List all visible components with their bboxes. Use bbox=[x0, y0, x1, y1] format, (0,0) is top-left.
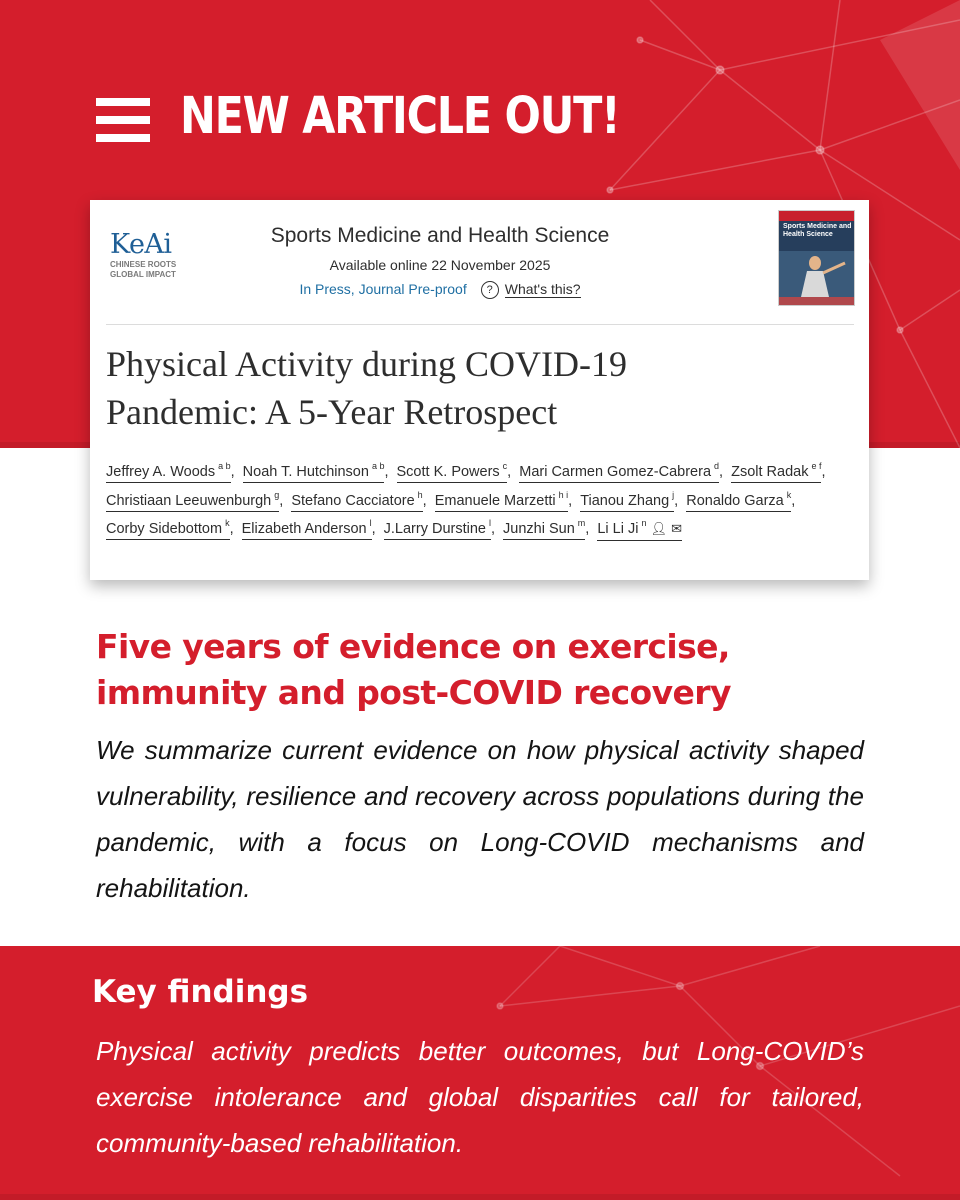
logo-tagline-2: GLOBAL IMPACT bbox=[110, 270, 176, 279]
tagline-line-2: immunity and post-COVID recovery bbox=[96, 673, 731, 712]
person-icon[interactable]: 👤︎ bbox=[650, 522, 667, 537]
author-name: Emanuele Marzetti bbox=[434, 492, 556, 509]
author-link[interactable] bbox=[397, 458, 508, 483]
author-link[interactable] bbox=[597, 515, 682, 541]
author-link[interactable] bbox=[242, 515, 372, 540]
author-affiliation: d bbox=[714, 461, 720, 471]
author-separator: , bbox=[585, 521, 590, 537]
author-affiliation: l bbox=[488, 518, 491, 528]
author-link[interactable] bbox=[519, 458, 719, 483]
author-separator: , bbox=[568, 492, 573, 509]
author-separator: , bbox=[490, 521, 496, 537]
author-name: Stefano Cacciatore bbox=[291, 492, 415, 509]
tagline bbox=[96, 624, 876, 716]
author-name: Scott K. Powers bbox=[396, 464, 500, 480]
author-link[interactable] bbox=[243, 458, 385, 483]
hamburger-menu-icon bbox=[96, 98, 150, 142]
author-name: Ronaldo Garza bbox=[686, 492, 784, 509]
author-name: Junzhi Sun bbox=[503, 521, 575, 537]
article-title-line-2: Pandemic: A 5-Year Retrospect bbox=[106, 392, 558, 432]
cover-title: Sports Medicine and Health Science bbox=[783, 223, 852, 238]
author-link[interactable] bbox=[435, 487, 568, 512]
author-affiliation: m bbox=[577, 518, 586, 528]
author-name: Zsolt Radak bbox=[731, 464, 809, 480]
available-online: Available online 22 November 2025 bbox=[329, 257, 551, 273]
logo-wordmark: KeAi bbox=[110, 229, 172, 260]
author-name: Noah T. Hutchinson bbox=[242, 464, 369, 480]
headline: NEW ARTICLE OUT! bbox=[180, 87, 620, 146]
author-affiliation: k bbox=[225, 518, 230, 528]
in-press-link[interactable]: In Press, Journal Pre-proof bbox=[299, 281, 467, 297]
author-separator: , bbox=[422, 492, 427, 509]
author-affiliation: l bbox=[369, 518, 372, 528]
author-separator: , bbox=[821, 464, 826, 480]
author-separator: , bbox=[229, 521, 234, 537]
author-separator: , bbox=[507, 464, 512, 480]
author-separator: , bbox=[674, 492, 679, 509]
author-affiliation: a b bbox=[371, 461, 385, 471]
author-affiliation: k bbox=[786, 489, 792, 500]
key-findings-text: Physical activity predicts better outcomes, but Long-COVID’s exercise intolerance and global disparities call for tailored, community-based rehabilitation. bbox=[96, 1036, 864, 1158]
author-name: Jeffrey A. Woods bbox=[106, 464, 216, 480]
author-name: Tianou Zhang bbox=[580, 492, 670, 509]
author-name: J.Larry Durstine bbox=[383, 521, 486, 537]
envelope-icon[interactable]: ✉ bbox=[667, 522, 683, 537]
journal-name[interactable]: Sports Medicine and Health Science bbox=[270, 224, 610, 247]
author-separator: , bbox=[371, 521, 376, 537]
article-title-line-1: Physical Activity during COVID-19 bbox=[106, 344, 627, 384]
author-affiliation: j bbox=[672, 489, 675, 500]
author-link[interactable] bbox=[106, 458, 231, 483]
author-affiliation: g bbox=[274, 489, 280, 500]
publisher-logo bbox=[110, 230, 200, 280]
author-name: Christiaan Leeuwenburgh bbox=[106, 492, 272, 509]
whats-this-link[interactable]: What's this? bbox=[504, 281, 581, 297]
author-name: Corby Sidebottom bbox=[106, 521, 223, 537]
author-name: Li Li Ji bbox=[597, 521, 639, 537]
journal-cover-thumbnail[interactable] bbox=[778, 210, 855, 306]
author-name: Mari Carmen Gomez-Cabrera bbox=[519, 464, 712, 480]
author-link[interactable] bbox=[580, 487, 674, 512]
question-circle-icon: ? bbox=[481, 281, 499, 299]
author-link[interactable] bbox=[106, 515, 230, 540]
author-link[interactable] bbox=[503, 515, 585, 540]
author-list bbox=[106, 458, 856, 544]
author-separator: , bbox=[230, 464, 235, 480]
author-link[interactable] bbox=[686, 487, 791, 512]
author-separator: , bbox=[384, 464, 389, 480]
divider bbox=[106, 324, 854, 325]
bottom-red-band bbox=[0, 946, 960, 1200]
author-affiliation: h i bbox=[558, 489, 569, 500]
author-separator: , bbox=[279, 492, 284, 509]
article-card[interactable] bbox=[90, 200, 869, 580]
key-findings-title: Key findings bbox=[92, 974, 309, 1010]
article-title[interactable] bbox=[106, 340, 826, 436]
author-affiliation: a b bbox=[218, 461, 231, 471]
logo-tagline-1: CHINESE ROOTS bbox=[110, 260, 177, 269]
author-affiliation: n bbox=[641, 518, 647, 528]
author-affiliation: e f bbox=[811, 461, 822, 471]
author-separator: , bbox=[791, 492, 796, 509]
author-link[interactable] bbox=[106, 487, 279, 512]
author-affiliation: h bbox=[417, 489, 423, 500]
summary-text: We summarize current evidence on how physical activity shaped vulnerability, resilience and recovery across populations during the pandemic, with a focus on Long-COVID mechanisms and rehabilitation. bbox=[96, 735, 864, 903]
author-link[interactable] bbox=[731, 458, 821, 483]
author-affiliation: c bbox=[502, 461, 508, 471]
author-name: Elizabeth Anderson bbox=[241, 521, 367, 537]
author-link[interactable] bbox=[384, 515, 491, 540]
tagline-line-1: Five years of evidence on exercise, bbox=[96, 627, 730, 666]
author-separator: , bbox=[719, 464, 724, 480]
article-status bbox=[190, 280, 690, 299]
author-link[interactable] bbox=[291, 487, 422, 512]
